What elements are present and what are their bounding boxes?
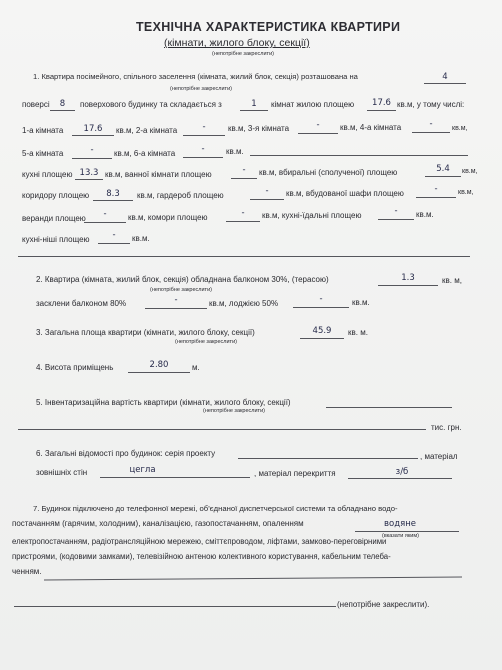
s7-line3: електропостачанням, радіотрансляційною мережею, сміттєпроводом, ліфтами, замково-переговірними: [12, 537, 387, 546]
s1-note: (непотрібне закреслити): [170, 86, 232, 92]
total-area-value: 45.9: [312, 326, 332, 336]
s1-lead: 1. Квартира посімейного, спільного заселення (кімната, жилий блок, секція) розташована на: [33, 72, 358, 81]
room1-value: 17.6: [83, 124, 103, 134]
s7-line2: постачанням (гарячим, холодним), каналізацією, газопостачанням, опаленням: [12, 519, 304, 528]
floors-total-value: 8: [59, 99, 66, 109]
s5-lead: 5. Інвентаризаційна вартість квартири (кімнати, жилого блоку, секції): [36, 398, 291, 407]
ceiling-material-value: з/б: [395, 467, 409, 477]
living-area-value: 17.6: [372, 98, 391, 108]
floor-value: 4: [442, 72, 448, 82]
corridor-value: 8.3: [106, 189, 120, 199]
s7-line4: пристроями, (кодовими замками), телевізійною антеною колективного користування, кабельним телеба-: [12, 552, 391, 561]
walls-material-value: цегла: [129, 465, 156, 475]
s7-line5: ченням.: [12, 567, 42, 576]
s3-lead: 3. Загальна площа квартири (кімнати, жилого блоку, секції): [36, 328, 255, 337]
heating-value: водяне: [384, 519, 416, 529]
kitchen-value: 13.3: [79, 168, 99, 178]
document-page: ТЕХНІЧНА ХАРАКТЕРИСТИКА КВАРТИРИ (кімнати, жилого блоку, секції) (непотрібне закреслити) 1. Квартира посімейного, спільного заселення (кімната, жилий блок, секція) розташована на 4 (непотрібне закреслити) поверсі 8 поверхового будинку та складається з 1 кімнат жилою площею 17.6 кв.м, у тому числі: 1-а кімната 17.6 кв.м, 2-а кімната - кв.м, 3-я кімната - кв.м, 4-а кімната - кв.м, 5-а кімната - кв.м, 6-а кімната - кв.м. кухні площею 13.3 кв.м, ванної кімнати площею - кв.м, вбиральні (сполученої) площею 5.4 кв.м, коридору площею 8.3 кв.м, гардероб площею - кв.м, вбудованої шафи площею - кв.м, веранди площею - кв.м, комори площею - кв.м, кухні-їдальні площею - кв.м. кухні-ніші площею - кв.м. 2. Квартира (кімната, жилий блок, секція) обладнана балконом 30%, (терасою) 1.3 кв. м, (непотрібне закреслити) засклени балконом 80% - кв.м, лоджією 50% - кв.м. 3. Загальна площа квартири (кімнати, жилого блоку, секції) 45.9 кв. м. (непотрібне закреслити) 4. Висота приміщень 2.80 м. 5. Інвентаризаційна вартість квартири (кімнати, жилого блоку, секції) (непотрібне закреслити) тис. грн. 6. Загальні відомості про будинок: серія проекту , матеріал зовнішніх стін цегла , матеріал перекриття з/б 7. Будинок підключено до телефонної мережі, об'єднаної диспетчерської системи та обладнано водо- постачанням (гарячим, холодним), каналізацією, газопостачанням, опаленням водяне (вказати яким) електропостачанням, радіотрансляційною мережею, сміттєпроводом, ліфтами, замково-переговірними пристроями, (кодовими замками), телевізійною антеною колективного користування, кабельним телеба- ченням. (непотрібне закреслити).: [0, 0, 502, 670]
document-subtitle: (кімнати, жилого блоку, секції): [164, 37, 310, 49]
s7-line1: 7. Будинок підключено до телефонної мережі, об'єднаної диспетчерської системи та обладнано водо-: [33, 504, 398, 513]
toilet-value: 5.4: [436, 164, 450, 174]
header-note: (непотрібне закреслити): [212, 51, 274, 57]
s4-lead: 4. Висота приміщень: [36, 363, 114, 372]
rooms-count-value: 1: [251, 99, 257, 109]
s2-lead: 2. Квартира (кімната, жилий блок, секція) обладнана балконом 30%, (терасою): [36, 275, 329, 284]
balcony-value: 1.3: [401, 273, 415, 283]
height-value: 2.80: [149, 360, 169, 370]
s6-lead: 6. Загальні відомості про будинок: серія проекту: [36, 449, 216, 458]
document-title: ТЕХНІЧНА ХАРАКТЕРИСТИКА КВАРТИРИ: [136, 20, 401, 34]
